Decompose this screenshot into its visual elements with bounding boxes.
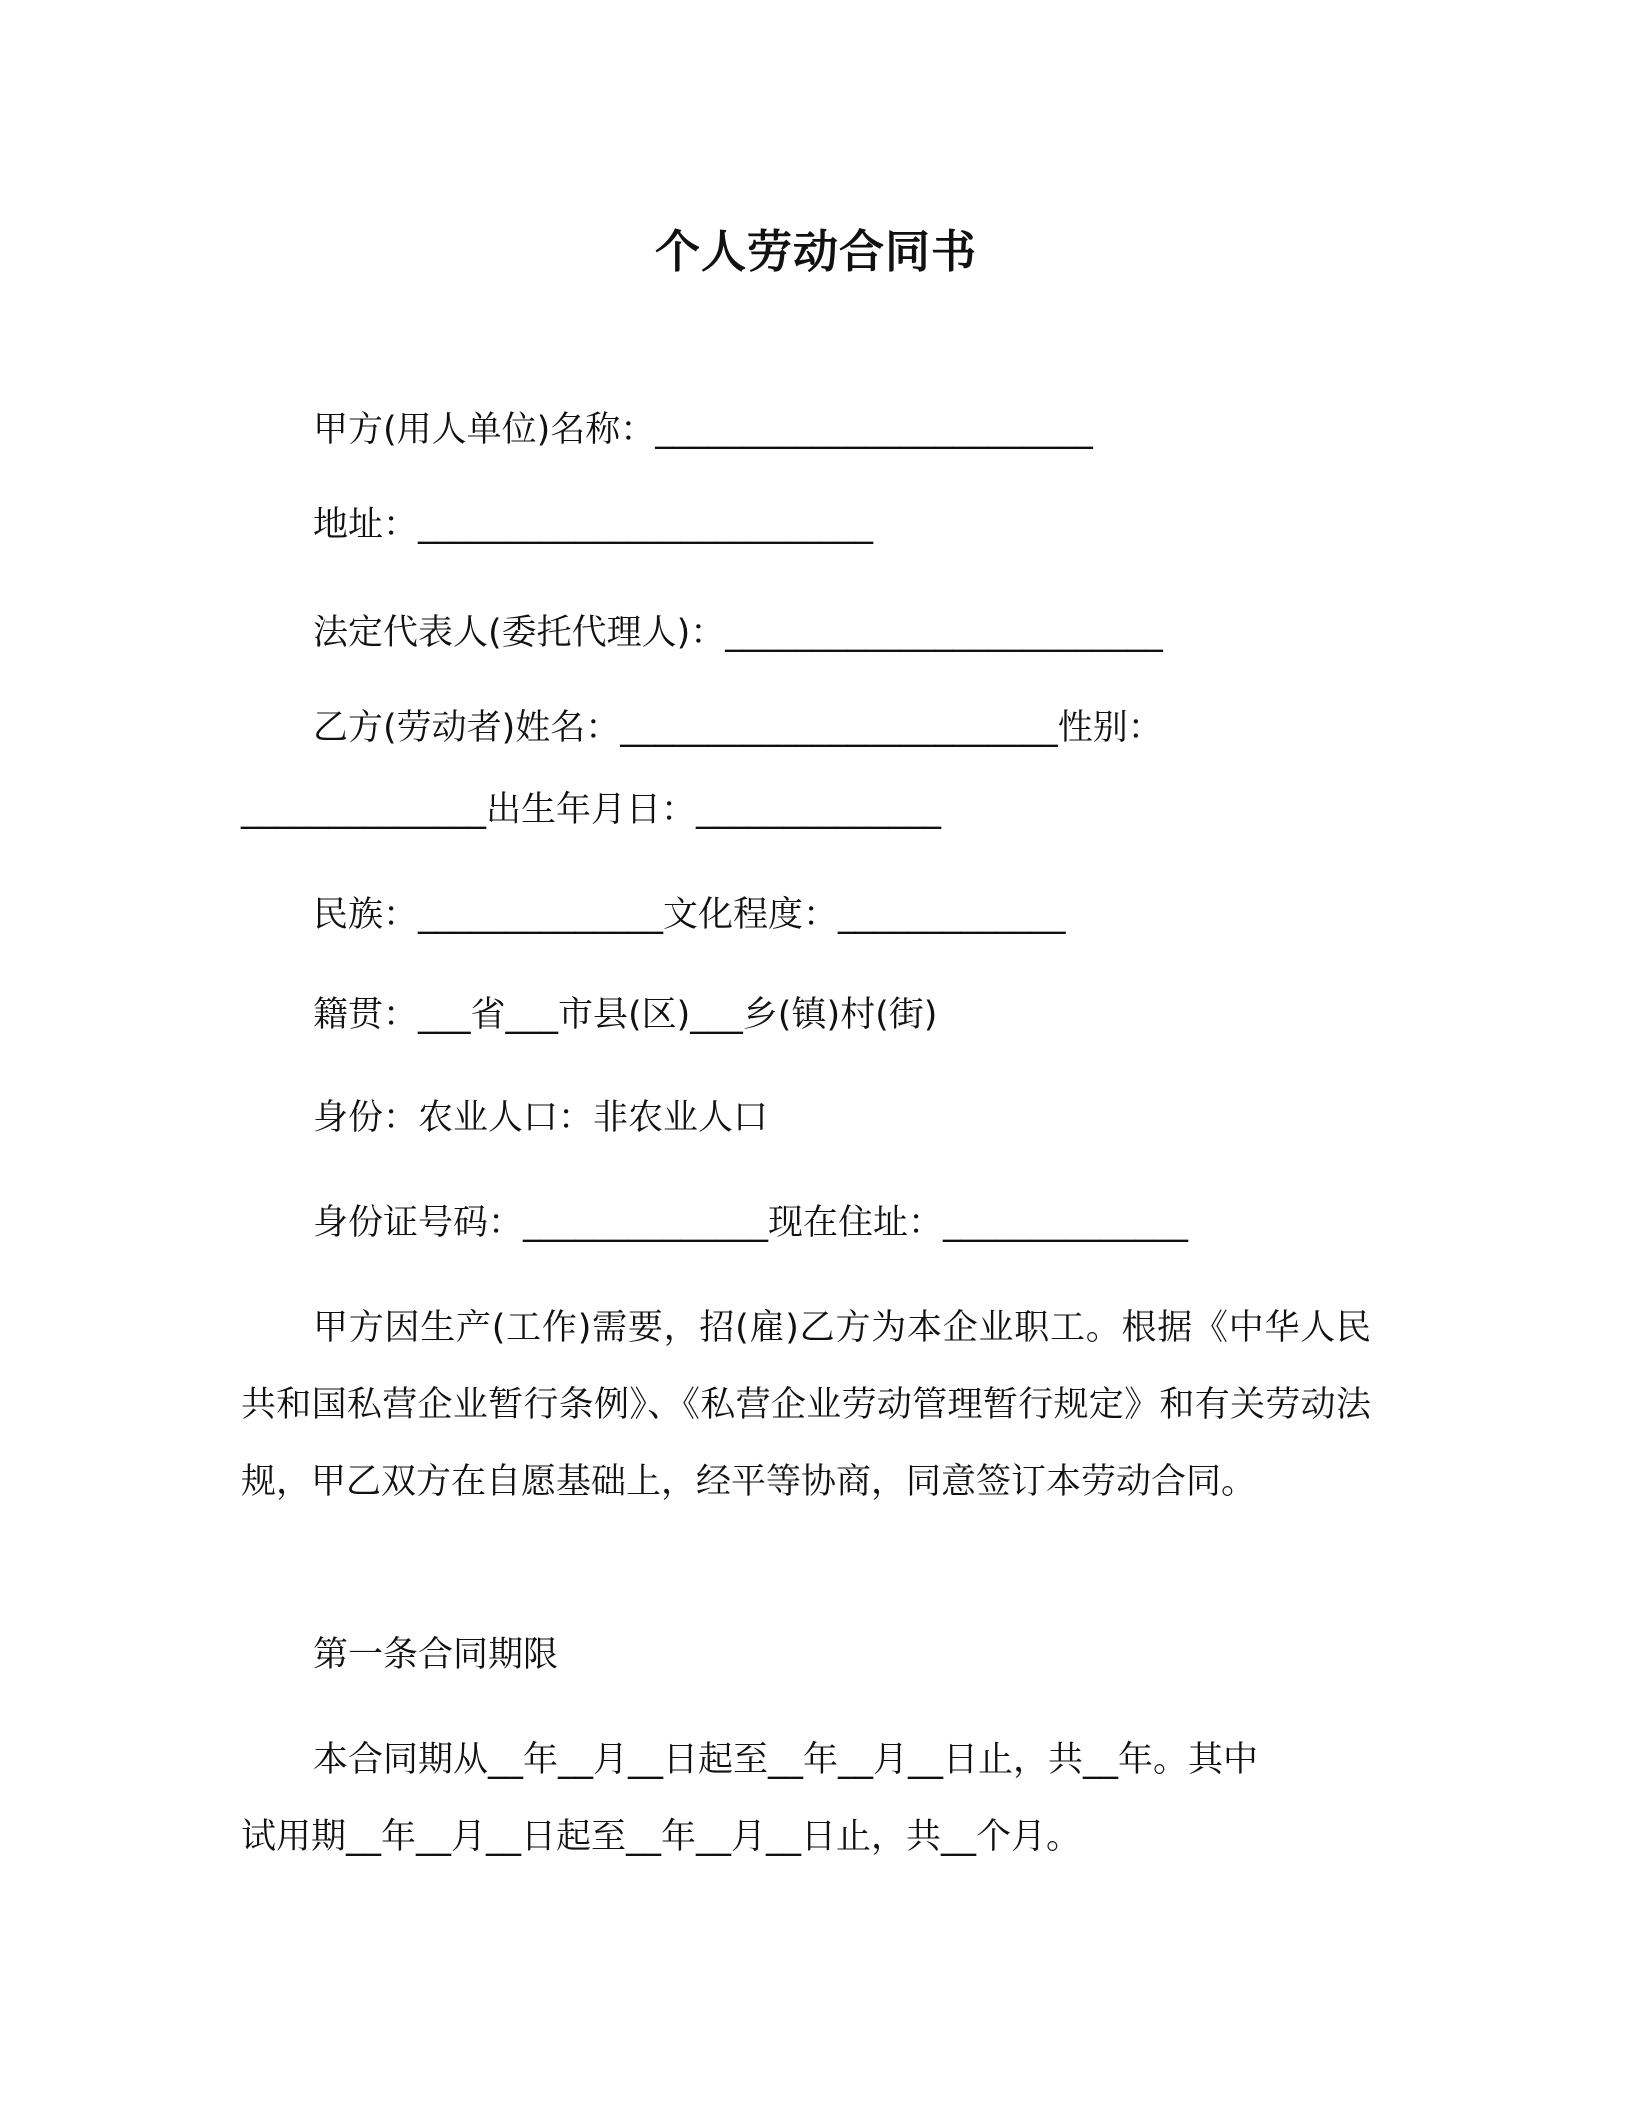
intro-paragraph: 甲方因生产(工作)需要，招(雇)乙方为本企业职工。根据《中华人民共和国私营企业暂行条例》、《私营企业劳动管理暂行规定》和有关劳动法规，甲乙双方在自愿基础上，经平等协商，同意签订本劳动合同。 <box>241 1308 1371 1502</box>
ethnicity-education-field: 民族：______________文化程度：_____________ <box>313 895 1066 935</box>
native-place-field: 籍贯：___省___市县(区)___乡(镇)村(街) <box>313 995 938 1035</box>
address-field: 地址：__________________________ <box>313 505 874 545</box>
document-title: 个人劳动合同书 <box>654 225 977 278</box>
legal-representative-field: 法定代表人(委托代理人)：_________________________ <box>313 613 1163 653</box>
article-1-line-2: 试用期__年__月__日起至__年__月__日止，共__个月。 <box>241 1817 1082 1857</box>
party-b-name-field: 乙方(劳动者)姓名：_________________________性别： <box>313 708 1163 748</box>
party-a-name-field: 甲方(用人单位)名称：_________________________ <box>313 410 1093 450</box>
article-1-line-1: 本合同期从__年__月__日起至__年__月__日止，共__年。其中 <box>313 1740 1259 1780</box>
gender-birthdate-field: ______________出生年月日：______________ <box>241 790 942 830</box>
article-1-heading: 第一条合同期限 <box>313 1635 559 1675</box>
id-number-address-field: 身份证号码：______________现在住址：______________ <box>313 1203 1189 1243</box>
identity-type-field: 身份：农业人口：非农业人口 <box>313 1098 769 1138</box>
